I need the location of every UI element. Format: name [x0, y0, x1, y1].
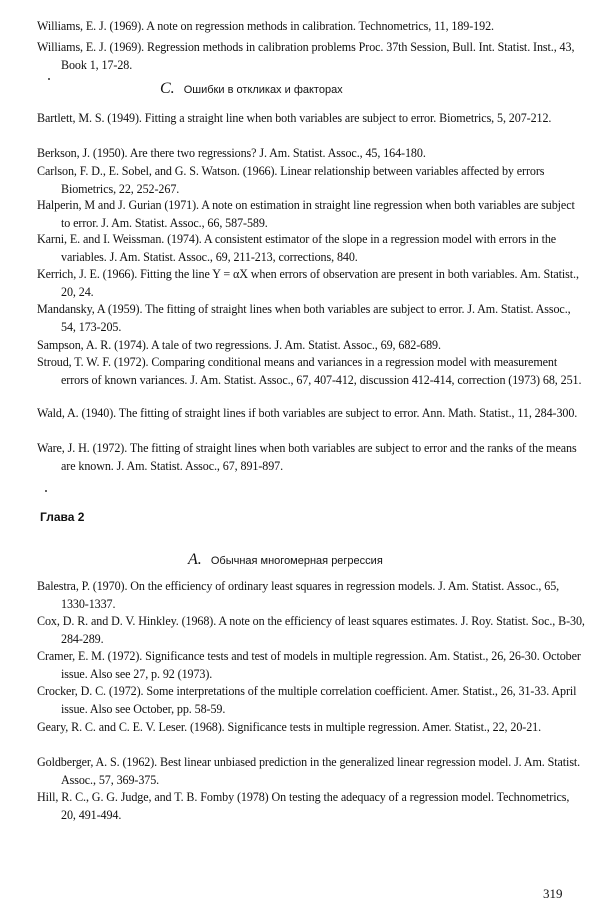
reference-entry: Bartlett, M. S. (1949). Fitting a straight line when both variables are subject to error. Biometrics, 5, 207-212.	[37, 111, 552, 125]
reference-entry: Cox, D. R. and D. V. Hinkley. (1968). A note on the efficiency of least squares estimates. J. Roy. Statist. Soc., B-30, 284-289.	[37, 614, 585, 646]
reference-entry: Balestra, P. (1970). On the efficiency of ordinary least squares in regression models. J. Am. Statist. Assoc., 65, 1330-1337.	[37, 579, 560, 611]
section-a-heading	[188, 551, 383, 569]
section-letter: A.	[188, 551, 202, 568]
reference-entry: Goldberger, A. S. (1962). Best linear unbiased prediction in the generalized linear regression model. J. Am. Statist. Assoc., 57, 369-375.	[37, 755, 581, 787]
reference-entry: Hill, R. C., G. G. Judge, and T. B. Fomby (1978) On testing the adequacy of a regression model. Technometrics, 20, 491-494.	[37, 790, 570, 822]
reference-entry: Cramer, E. M. (1972). Significance tests and test of models in multiple regression. Am. Statist., 26, 26-30. October issue. Also see 27, p. 92 (1973).	[37, 649, 581, 681]
reference-entry: Geary, R. C. and C. E. V. Leser. (1968). Significance tests in multiple regression. Amer. Statist., 22, 20-21.	[37, 720, 542, 734]
page-number: 319	[543, 886, 563, 901]
reference-entry: Williams, E. J. (1969). A note on regression methods in calibration. Technometrics, 11, 189-192.	[37, 19, 494, 33]
reference-entry: Carlson, F. D., E. Sobel, and G. S. Watson. (1966). Linear relationship between variables affected by errors Biometrics, 22, 252-267.	[37, 164, 545, 196]
reference-entry: Stroud, T. W. F. (1972). Comparing conditional means and variances in a regression model with measurement errors of known variances. J. Am. Statist. Assoc., 67, 407-412, discussion 412-414, correction (1973) 68, 251.	[37, 355, 582, 387]
section-letter: C.	[160, 80, 175, 97]
reference-entry: Halperin, M and J. Gurian (1971). A note on estimation in straight line regression when both variables are subject to error. J. Am. Statist. Assoc., 66, 587-589.	[37, 198, 575, 230]
section-title: Ошибки в откликах и факторах	[183, 84, 343, 96]
reference-entry: Wald, A. (1940). The fitting of straight lines if both variables are subject to error. Ann. Math. Statist., 11, 284-300.	[37, 406, 578, 420]
reference-entry: Williams, E. J. (1969). Regression methods in calibration problems Proc. 37th Session, Bull. Int. Statist. Inst., 43, Book 1, 17-28.	[37, 40, 575, 72]
print-speck	[45, 490, 47, 492]
reference-entry: Karni, E. and I. Weissman. (1974). A consistent estimator of the slope in a regression model with errors in the variables. J. Am. Statist. Assoc., 69, 211-213, corrections, 840.	[37, 232, 557, 264]
reference-entry: Sampson, A. R. (1974). A tale of two regressions. J. Am. Statist. Assoc., 69, 682-689.	[37, 338, 441, 352]
section-c-heading	[160, 80, 343, 98]
section-title: Обычная многомерная регрессия	[210, 555, 383, 567]
reference-entry: Crocker, D. C. (1972). Some interpretations of the multiple correlation coefficient. Amer. Statist., 26, 31-33. April issue. Also see October, pp. 58-59.	[37, 684, 577, 716]
reference-entry: Ware, J. H. (1972). The fitting of straight lines when both variables are subject to error and the ranks of the means are known. J. Am. Statist. Assoc., 67, 891-897.	[37, 441, 577, 473]
reference-entry: Berkson, J. (1950). Are there two regressions? J. Am. Statist. Assoc., 45, 164-180.	[37, 146, 426, 160]
reference-entry: Mandansky, A (1959). The fitting of straight lines when both variables are subject to error. J. Am. Statist. Assoc., 54, 173-205.	[37, 302, 571, 334]
reference-entry: Kerrich, J. E. (1966). Fitting the line Y = αX when errors of observation are present in both variables. Am. Statist., 20, 24.	[37, 267, 579, 299]
chapter-heading: Глава 2	[40, 510, 85, 524]
print-speck	[48, 78, 50, 80]
